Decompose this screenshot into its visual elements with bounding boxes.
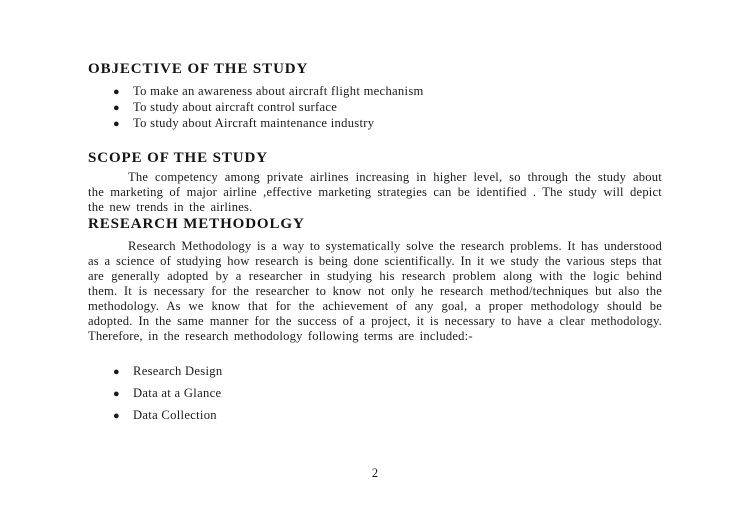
list-item xyxy=(88,383,662,405)
bullet-label: To study about Aircraft maintenance industry xyxy=(133,116,375,130)
bullet-icon: ● xyxy=(113,388,120,400)
page-number: 2 xyxy=(371,466,379,480)
list-item xyxy=(88,100,662,116)
page-content xyxy=(88,0,662,427)
bullet-label: To make an awareness about aircraft flight mechanism xyxy=(133,84,424,98)
research-methodology-paragraph: Research Methodology is a way to systematically solve the research problems. It has understood as a science of studying how research is being done scientifically. In it we study the various steps that are generally adopted by a researcher in studying his research problem along with the logic behind them. It is necessary for the researcher to know not only he research method/techniques but also the methodology. As we know that for the achievement of any goal, a proper methodology should be adopted. In the same manner for the success of a project, it is necessary to have a clear methodology. Therefore, in the research methodology following terms are included:- xyxy=(88,239,662,343)
scope-paragraph: The competency among private airlines increasing in higher level, so through the study about the marketing of major airline ,effective marketing strategies can be identified . The study will depict the new trends in the airlines. xyxy=(88,170,662,214)
heading-objective: OBJECTIVE OF THE STUDY xyxy=(88,61,309,77)
objective-bullet-list xyxy=(88,84,662,132)
bullet-label: Data at a Glance xyxy=(133,386,222,400)
bullet-icon: ● xyxy=(113,102,120,114)
list-item xyxy=(88,116,662,132)
heading-research-methodology: RESEARCH METHODOLGY xyxy=(88,216,305,232)
list-item xyxy=(88,405,662,427)
list-item xyxy=(88,84,662,100)
bullet-icon: ● xyxy=(113,366,120,378)
bullet-icon: ● xyxy=(113,86,120,98)
list-item xyxy=(88,361,662,383)
bullet-icon: ● xyxy=(113,410,120,422)
bullet-label: Research Design xyxy=(133,364,223,378)
bullet-label: Data Collection xyxy=(133,408,217,422)
research-terms-bullet-list xyxy=(88,361,662,427)
bullet-icon: ● xyxy=(113,118,120,130)
heading-scope: SCOPE OF THE STUDY xyxy=(88,150,268,166)
bullet-label: To study about aircraft control surface xyxy=(133,100,338,114)
